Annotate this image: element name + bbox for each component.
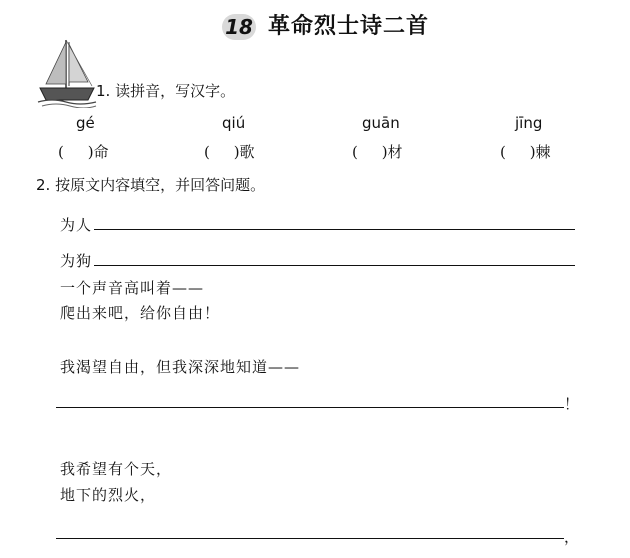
answer-line-2[interactable]: [94, 265, 575, 266]
poem2-line2: 地下的烈火，: [60, 486, 157, 504]
line1-prefix: 为人: [60, 216, 93, 234]
question-2-label: 2. 按原文内容填空，并回答问题。: [36, 176, 266, 194]
pinyin-1: gé: [76, 114, 95, 132]
poem1-line3: 我渴望自由，但我深深地知道——: [60, 358, 301, 376]
answer-line-4[interactable]: [56, 538, 564, 539]
lesson-number-badge: 18: [222, 14, 256, 40]
line2-prefix: 为狗: [60, 252, 93, 270]
blank-3[interactable]: ( )材: [352, 143, 403, 161]
question-1-label: 1. 读拼音，写汉字。: [96, 82, 236, 100]
poem1-line2: 爬出来吧，给你自由！: [60, 304, 221, 322]
boat-icon: [36, 36, 98, 108]
blank-2[interactable]: ( )歌: [204, 143, 255, 161]
blank-4[interactable]: ( )棘: [500, 143, 551, 161]
pinyin-3: guān: [362, 114, 400, 132]
lesson-title: 革命烈士诗二首: [268, 13, 430, 39]
poem1-line1: 一个声音高叫着——: [60, 279, 205, 297]
answer1-end-mark: ！: [564, 395, 581, 413]
answer-line-3[interactable]: [56, 407, 564, 408]
answer-line-1[interactable]: [94, 229, 575, 230]
pinyin-2: qiú: [222, 114, 246, 132]
pinyin-4: jīng: [515, 114, 543, 132]
answer2-end-mark: ，: [564, 528, 581, 546]
blank-1[interactable]: ( )命: [58, 143, 109, 161]
poem2-line1: 我希望有个天，: [60, 460, 173, 478]
